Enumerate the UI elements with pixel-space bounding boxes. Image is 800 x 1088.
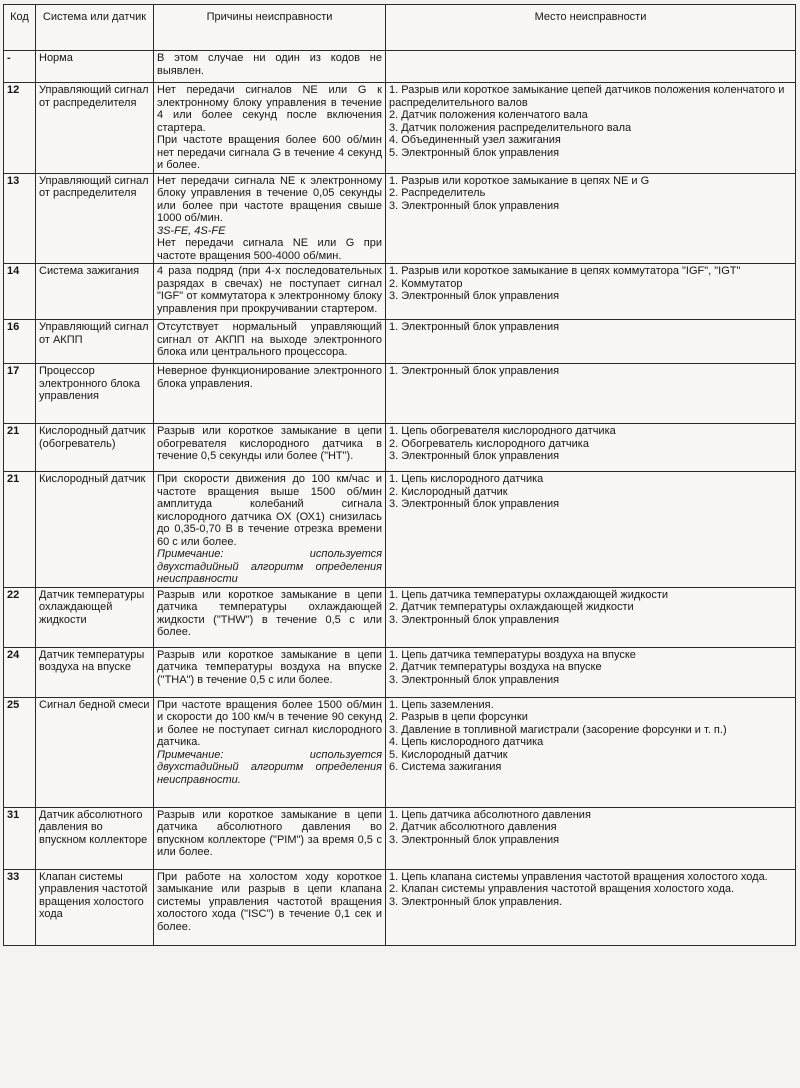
place-item: 2. Клапан системы управления частотой вращения холостого хода. (389, 883, 735, 895)
place-item: 3. Электронный блок управления (389, 613, 560, 626)
row-place (386, 83, 796, 174)
table-row (4, 173, 796, 264)
row-cause (154, 173, 386, 264)
table-row (4, 472, 796, 588)
row-code: 33 (4, 869, 36, 945)
table-header-row (4, 5, 796, 51)
row-code: - (4, 51, 36, 83)
row-place (386, 807, 796, 869)
place-item: 3. Электронный блок управления (389, 199, 560, 212)
place-item: 2. Датчик абсолютного давления (389, 821, 557, 833)
row-cause (154, 424, 386, 472)
place-item: 1. Цепь обогревателя кислородного датчика (389, 425, 616, 437)
place-item: 1. Цепь датчика температуры воздуха на впуске (389, 648, 636, 661)
row-cause (154, 697, 386, 807)
row-code: 31 (4, 807, 36, 869)
row-code: 12 (4, 83, 36, 174)
row-cause (154, 472, 386, 588)
place-item: 1. Разрыв или короткое замыкание в цепях NE и G (389, 174, 650, 187)
place-item: 2. Кислородный датчик (389, 485, 508, 498)
row-system: Процессор электронного блока управления (36, 364, 154, 424)
place-item: 6. Система зажигания (389, 761, 502, 773)
table-row (4, 364, 796, 424)
place-item: 1. Разрыв или короткое замыкание цепей датчиков положения коленчатого и распределительного валов (389, 84, 785, 109)
cause-paragraph: Примечание: используется двухстадийный алгоритм определения неисправности. (157, 748, 382, 786)
table-row (4, 647, 796, 697)
table-row (4, 869, 796, 945)
cause-paragraph: При работе на холостом ходу короткое замыкание или разрыв в цепи клапана системы управления частотой вращения холостого хода ("ISC") в течение 0,1 сек и более. (157, 870, 382, 933)
row-system: Система зажигания (36, 264, 154, 320)
row-cause (154, 869, 386, 945)
row-system: Норма (36, 51, 154, 83)
place-item: 2. Датчик температуры охлаждающей жидкости (389, 601, 634, 613)
place-item: 2. Датчик положения коленчатого вала (389, 109, 588, 121)
cause-paragraph: Отсутствует нормальный управляющий сигнал от АКПП на выходе электронного блока или центрального процессора. (157, 321, 382, 358)
place-item: 1. Цепь заземления. (389, 698, 494, 711)
row-system: Датчик температуры воздуха на впуске (36, 647, 154, 697)
place-item: 5. Электронный блок управления (389, 146, 560, 159)
row-system: Кислородный датчик (36, 472, 154, 588)
row-system: Сигнал бедной смеси (36, 697, 154, 807)
place-item: 3. Электронный блок управления (389, 673, 560, 686)
table-row (4, 264, 796, 320)
row-cause (154, 264, 386, 320)
cause-paragraph: Разрыв или короткое замыкание в цепи датчика абсолютного давления во впускном коллекторе ("PIM") за время 0,5 с или более. (157, 808, 382, 858)
row-place (386, 264, 796, 320)
row-system: Управляющий сигнал от распределителя (36, 83, 154, 174)
place-item: 5. Кислородный датчик (389, 748, 508, 761)
cause-paragraph: Примечание: используется двухстадийный алгоритм определения неисправности (157, 548, 382, 585)
place-item: 4. Объединенный узел зажигания (389, 134, 561, 146)
row-code: 16 (4, 320, 36, 364)
header-code: Код (4, 5, 36, 51)
row-system: Датчик абсолютного давления во впускном коллекторе (36, 807, 154, 869)
place-item: 2. Разрыв в цепи форсунки (389, 711, 528, 723)
place-item: 2. Коммутатор (389, 277, 463, 290)
row-cause (154, 364, 386, 424)
table-row (4, 51, 796, 83)
place-item: 3. Электронный блок управления (389, 498, 560, 510)
table-row (4, 697, 796, 807)
cause-paragraph: При частоте вращения более 600 об/мин нет передачи сигнала G в течение 4 секунд и более. (157, 134, 382, 171)
table-row (4, 320, 796, 364)
place-item: 1. Цепь датчика температуры охлаждающей жидкости (389, 588, 669, 601)
row-system: Клапан системы управления частотой вращения холостого хода (36, 869, 154, 945)
cause-paragraph: Разрыв или короткое замыкание в цепи датчика температуры охлаждающей жидкости ("THW") в течение 0,5 с или более. (157, 588, 382, 638)
row-place (386, 424, 796, 472)
diagnostic-codes-table (3, 4, 796, 946)
place-item: 1. Электронный блок управления (389, 365, 560, 377)
row-code: 13 (4, 173, 36, 264)
row-cause (154, 320, 386, 364)
row-place (386, 869, 796, 945)
row-place (386, 697, 796, 807)
row-system: Кислородный датчик (обогреватель) (36, 424, 154, 472)
row-cause (154, 83, 386, 174)
cause-paragraph: Неверное функционирование электронного блока управления. (157, 365, 382, 390)
row-code: 21 (4, 472, 36, 588)
place-item: 2. Обогреватель кислородного датчика (389, 437, 589, 450)
header-cause: Причины неисправности (154, 5, 386, 51)
row-place (386, 472, 796, 588)
place-item: 3. Электронный блок управления (389, 450, 560, 462)
table-row (4, 587, 796, 647)
table-row (4, 83, 796, 174)
row-place (386, 320, 796, 364)
place-item: 2. Распределитель (389, 187, 486, 199)
place-item: 4. Цепь кислородного датчика (389, 736, 544, 748)
row-system: Датчик температуры охлаждающей жидкости (36, 587, 154, 647)
cause-paragraph: При частоте вращения более 1500 об/мин и скорости до 100 км/ч в течение 90 секунд и более не поступает сигнал кислородного датчика. (157, 698, 382, 748)
place-item: 1. Разрыв или короткое замыкание в цепях коммутатора "IGF", "IGT" (389, 265, 741, 277)
table-body (4, 51, 796, 946)
cause-paragraph: Разрыв или короткое замыкание в цепи датчика температуры воздуха на впуске ("THA") в течение 0,5 с или более. (157, 648, 382, 686)
place-item: 1. Цепь клапана системы управления частотой вращения холостого хода. (389, 870, 768, 883)
row-system: Управляющий сигнал от распределителя (36, 173, 154, 264)
row-place (386, 51, 796, 83)
place-item: 3. Давление в топливной магистрали (засорение форсунки и т. п.) (389, 723, 727, 736)
row-cause (154, 647, 386, 697)
place-item: 3. Электронный блок управления (389, 833, 560, 846)
row-code: 22 (4, 587, 36, 647)
row-code: 17 (4, 364, 36, 424)
table-row (4, 807, 796, 869)
row-code: 24 (4, 647, 36, 697)
row-cause (154, 807, 386, 869)
row-code: 25 (4, 697, 36, 807)
place-item: 2. Датчик температуры воздуха на впуске (389, 661, 602, 673)
header-system: Система или датчик (36, 5, 154, 51)
place-item: 1. Цепь датчика абсолютного давления (389, 808, 591, 821)
header-place: Место неисправности (386, 5, 796, 51)
cause-paragraph: 3S-FE, 4S-FE (157, 224, 226, 237)
place-item: 3. Электронный блок управления (389, 290, 560, 302)
row-code: 21 (4, 424, 36, 472)
row-cause (154, 51, 386, 83)
row-place (386, 587, 796, 647)
cause-paragraph: Разрыв или короткое замыкание в цепи обогревателя кислородного датчика в течение 0,5 секунды или более ("HT"). (157, 425, 382, 462)
row-cause (154, 587, 386, 647)
place-item: 1. Цепь кислородного датчика (389, 473, 544, 485)
cause-paragraph: Нет передачи сигналов NE или G к электронному блоку управления в течение 4 или более секунд после включения стартера. (157, 84, 382, 134)
cause-paragraph: В этом случае ни один из кодов не выявлен. (157, 52, 382, 77)
cause-paragraph: Нет передачи сигнала NE к электронному блоку управления в течение 0,05 секунды или более при частоте вращения свыше 1000 об/мин. (157, 174, 382, 224)
cause-paragraph: Нет передачи сигнала NE или G при частоте вращения 500-4000 об/мин. (157, 237, 382, 262)
table-row (4, 424, 796, 472)
place-item: 3. Датчик положения распределительного вала (389, 121, 632, 134)
row-place (386, 173, 796, 264)
row-system: Управляющий сигнал от АКПП (36, 320, 154, 364)
cause-paragraph: 4 раза подряд (при 4-х последовательных разрядах в свечах) не поступает сигнал "IGF" от коммутатора к электронному блоку управления при прокручивании стартером. (157, 265, 382, 315)
row-code: 14 (4, 264, 36, 320)
place-item: 3. Электронный блок управления. (389, 895, 563, 908)
cause-paragraph: При скорости движения до 100 км/час и частоте вращения выше 1500 об/мин амплитуда колебаний сигнала кислородного датчика ОХ (ОХ1) снизилась до 0,35-0,70 В в течение отрезка времени 60 с или более. (157, 473, 382, 548)
row-place (386, 647, 796, 697)
row-place (386, 364, 796, 424)
place-item: 1. Электронный блок управления (389, 321, 560, 333)
